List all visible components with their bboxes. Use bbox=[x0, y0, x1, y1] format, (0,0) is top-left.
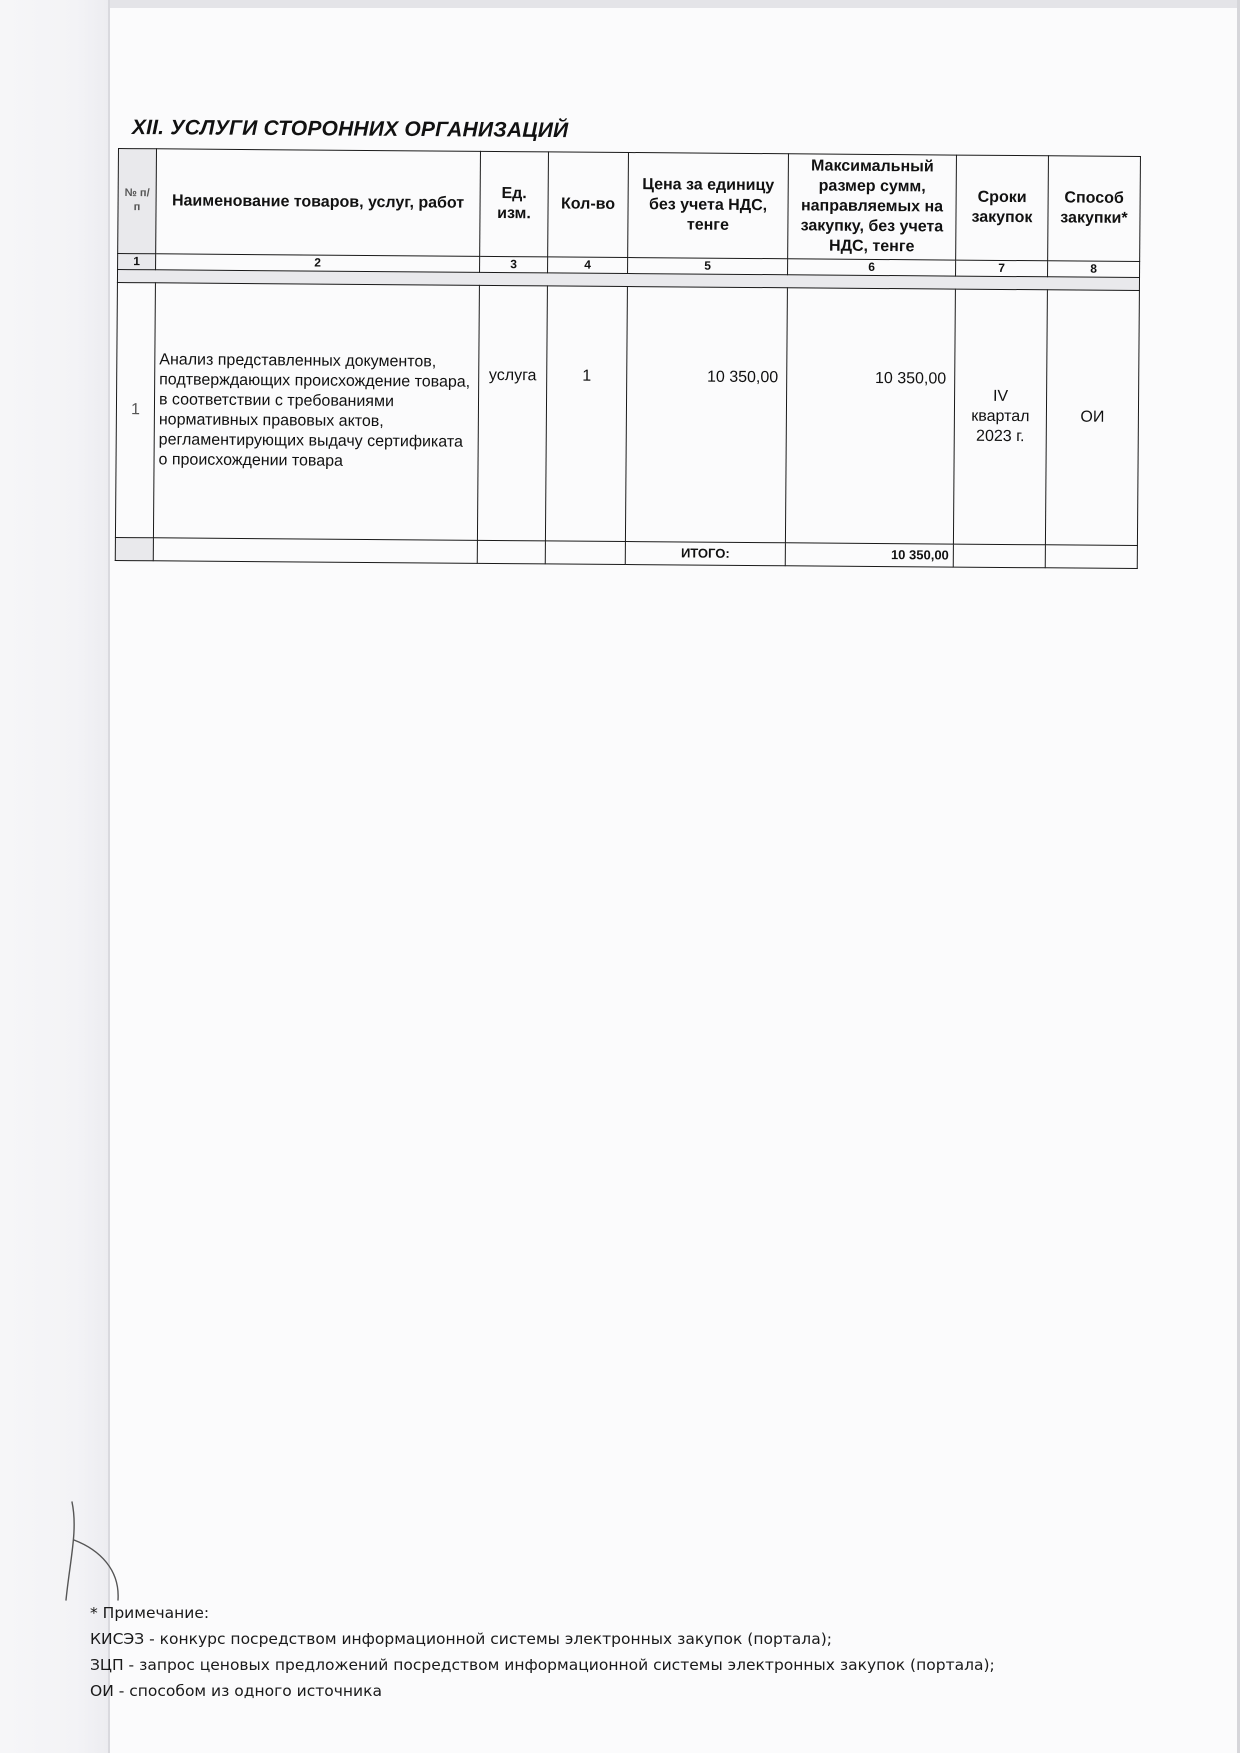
header-unit: Ед. изм. bbox=[480, 151, 549, 257]
header-max-sum: Максимальный размер сумм, направляемых на закупку, без учета НДС, тенге bbox=[788, 154, 957, 260]
row-num: 1 bbox=[115, 282, 155, 537]
row-price: 10 350,00 bbox=[625, 287, 787, 543]
total-value: 10 350,00 bbox=[785, 543, 953, 567]
header-qty: Кол-во bbox=[548, 152, 629, 258]
row-method: ОИ bbox=[1045, 290, 1139, 546]
column-number: 2 bbox=[156, 254, 480, 273]
scan-left-margin bbox=[0, 0, 110, 1753]
signature-mark bbox=[60, 1500, 150, 1610]
column-number: 5 bbox=[628, 258, 788, 275]
scan-fold-line bbox=[108, 0, 110, 1753]
scan-top-edge bbox=[0, 0, 1240, 8]
header-price: Цена за единицу без учета НДС, тенге bbox=[628, 153, 789, 259]
header-row bbox=[118, 149, 1141, 262]
procurement-table bbox=[115, 148, 1141, 569]
header-num: № п/п bbox=[118, 149, 157, 254]
column-number: 1 bbox=[118, 254, 156, 270]
footnote bbox=[90, 1600, 995, 1704]
footnote-line: ЗЦП - запрос ценовых предложений посредством информационной системы электронных закупок (портала); bbox=[90, 1656, 995, 1674]
table-row bbox=[115, 282, 1139, 545]
row-unit: услуга bbox=[477, 285, 547, 541]
total-label: ИТОГО: bbox=[625, 541, 785, 565]
footnote-title: * Примечание: bbox=[90, 1604, 210, 1622]
header-method: Способ закупки* bbox=[1048, 156, 1141, 262]
procurement-table-wrapper bbox=[115, 148, 1141, 569]
total-empty-cell bbox=[1045, 545, 1137, 569]
column-number: 7 bbox=[956, 260, 1048, 277]
column-number: 6 bbox=[788, 259, 956, 276]
header-name: Наименование товаров, услуг, работ bbox=[156, 149, 481, 257]
row-qty: 1 bbox=[545, 286, 627, 542]
total-empty-cell bbox=[115, 537, 153, 560]
footnote-line: ОИ - способом из одного источника bbox=[90, 1682, 382, 1700]
section-title: XII. УСЛУГИ СТОРОННИХ ОРГАНИЗАЦИЙ bbox=[131, 116, 569, 143]
row-term: IV квартал 2023 г. bbox=[953, 289, 1047, 545]
footnote-line: КИСЭЗ - конкурс посредством информационной системы электронных закупок (портала); bbox=[90, 1630, 832, 1648]
header-term: Сроки закупок bbox=[956, 155, 1049, 261]
total-empty-cell bbox=[953, 544, 1045, 568]
row-name: Анализ представленных документов, подтверждающих происхождение товара, в соответствии с требованиями нормативных правовых актов, регламентирующих выдачу сертификата о происхождении товара bbox=[153, 283, 479, 541]
row-max-sum: 10 350,00 bbox=[785, 288, 955, 544]
total-empty-cell bbox=[545, 541, 625, 565]
total-empty-cell bbox=[477, 540, 545, 564]
total-empty-cell bbox=[153, 538, 477, 564]
column-number: 3 bbox=[480, 256, 548, 273]
column-number: 4 bbox=[548, 257, 628, 274]
column-number: 8 bbox=[1048, 261, 1140, 278]
